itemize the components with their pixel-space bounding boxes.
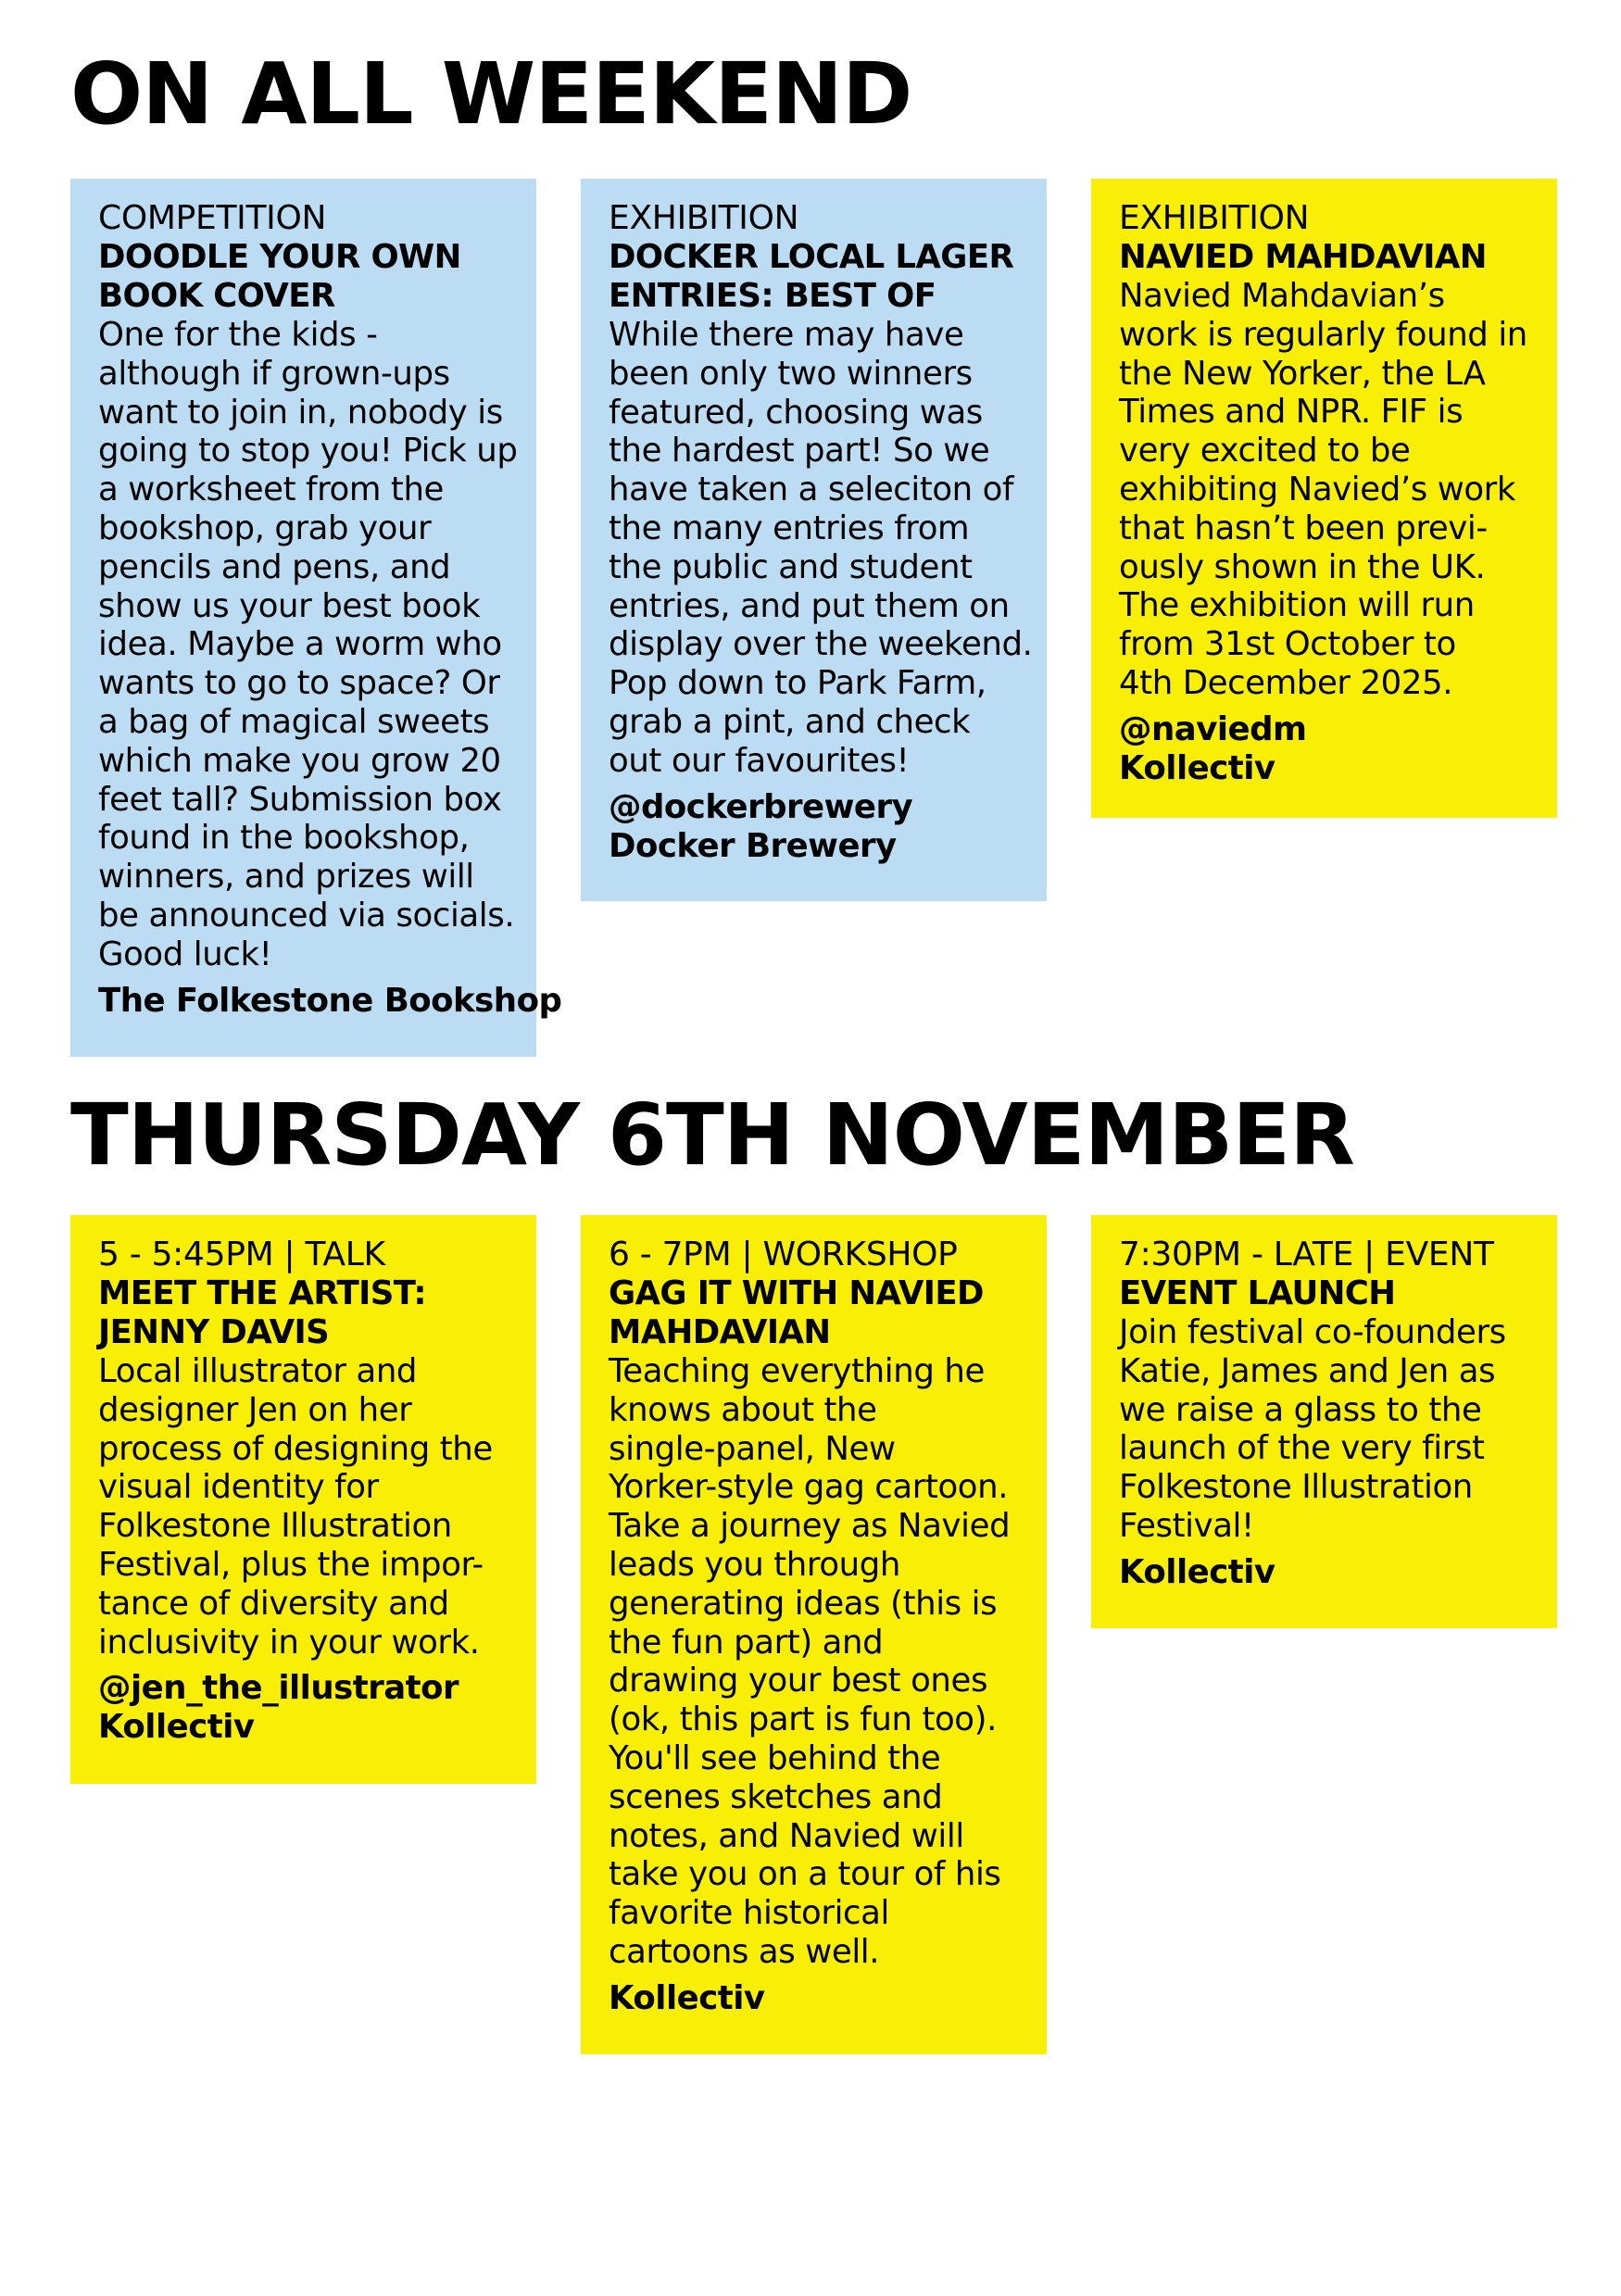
event-title-line: ENTRIES: BEST OF — [609, 277, 936, 315]
event-title-line: MAHDAVIAN — [609, 1313, 831, 1351]
description-line: Take a journey as Navied — [609, 1507, 1011, 1546]
description-line: While there may have — [609, 316, 964, 354]
event-title-line: MEET THE ARTIST: — [98, 1274, 427, 1312]
description-line: Pop down to Park Farm, — [609, 664, 986, 703]
description-line: be announced via socials. — [98, 896, 515, 935]
event-credits — [98, 981, 562, 1021]
description-line: scenes sketches and — [609, 1777, 943, 1816]
description-line: process of designing the — [98, 1429, 493, 1468]
description-line: the hardest part! So we — [609, 432, 990, 470]
event-title-line: BOOK COVER — [98, 277, 335, 315]
description-line: ously shown in the UK. — [1119, 547, 1486, 586]
description-line: found in the bookshop, — [98, 819, 470, 858]
organiser-name: Kollectiv — [98, 1708, 255, 1747]
description-line: want to join in, nobody is — [98, 393, 503, 432]
event-card-event-launch — [1091, 1215, 1557, 1628]
event-card-meet-the-artist — [70, 1215, 536, 1784]
event-time-and-type: 6 - 7PM | WORKSHOP — [609, 1236, 958, 1273]
description-line: pencils and pens, and — [98, 547, 451, 586]
event-title — [98, 238, 509, 316]
description-line: very excited to be — [1119, 432, 1411, 470]
event-title-line: DOODLE YOUR OWN — [98, 238, 461, 276]
event-title-line: EVENT LAUNCH — [1119, 1274, 1396, 1312]
description-line: from 31st October to — [1119, 625, 1456, 664]
description-line: bookshop, grab your — [98, 508, 432, 547]
description-line: which make you grow 20 — [98, 741, 501, 780]
event-description — [609, 316, 1033, 781]
description-line: favorite historical — [609, 1894, 889, 1933]
description-line: Local illustrator and — [98, 1352, 418, 1390]
description-line: featured, choosing was — [609, 393, 983, 432]
organiser-name: Kollectiv — [609, 1978, 765, 2017]
description-line: although if grown-ups — [98, 354, 450, 393]
event-title-line: NAVIED MAHDAVIAN — [1119, 238, 1487, 276]
description-line: idea. Maybe a worm who — [98, 625, 502, 664]
event-description — [1119, 277, 1529, 703]
description-line: cartoons as well. — [609, 1932, 880, 1971]
event-time-and-type: 5 - 5:45PM | TALK — [98, 1236, 385, 1273]
description-line: take you on a tour of his — [609, 1855, 1001, 1894]
description-line: the fun part) and — [609, 1623, 884, 1662]
description-line: Navied Mahdavian’s — [1119, 277, 1445, 315]
organiser-name: Kollectiv — [1119, 1552, 1275, 1591]
event-description — [98, 1352, 509, 1662]
event-credits — [1119, 710, 1529, 788]
description-line: been only two winners — [609, 354, 973, 393]
social-handle: @naviedm — [1119, 709, 1307, 748]
event-description — [1119, 1313, 1529, 1546]
event-category: COMPETITION — [98, 199, 327, 237]
description-line: Folkestone Illustration — [1119, 1468, 1473, 1507]
description-line: we raise a glass to the — [1119, 1390, 1482, 1429]
description-line: 4th December 2025. — [1119, 663, 1453, 702]
event-time-and-type: 7:30PM - LATE | EVENT — [1119, 1236, 1494, 1273]
description-line: Yorker-style gag cartoon. — [609, 1468, 1009, 1507]
event-title — [1119, 1274, 1529, 1313]
description-line: launch of the very first — [1119, 1429, 1485, 1468]
description-line: exhibiting Navied’s work — [1119, 470, 1516, 508]
description-line: the public and student — [609, 547, 973, 586]
event-description — [98, 316, 518, 974]
description-line: One for the kids - — [98, 316, 378, 354]
event-card-navied-exhibition — [1091, 179, 1557, 818]
event-card-gag-it-workshop — [581, 1215, 1047, 2054]
event-title — [1119, 238, 1529, 277]
organiser-name: Kollectiv — [1119, 748, 1275, 787]
description-line: Festival, plus the impor- — [98, 1545, 484, 1584]
event-title-line: JENNY DAVIS — [98, 1313, 330, 1351]
organiser-name: Docker Brewery — [609, 826, 897, 865]
event-credits — [609, 1979, 1019, 2018]
description-line: wants to go to space? Or — [98, 664, 500, 703]
description-line: the many entries from — [609, 508, 970, 547]
description-line: Festival! — [1119, 1506, 1254, 1545]
description-line: Folkestone Illustration — [98, 1507, 452, 1546]
description-line: display over the weekend. — [609, 625, 1033, 664]
description-line: grab a pint, and check — [609, 702, 971, 741]
event-title-line: DOCKER LOCAL LAGER — [609, 238, 1014, 276]
description-line: Good luck! — [98, 935, 272, 973]
description-line: (ok, this part is fun too). — [609, 1700, 997, 1739]
event-title — [98, 1274, 509, 1352]
description-line: knows about the — [609, 1390, 877, 1429]
section-heading-on-all-weekend: ON ALL WEEKEND — [70, 44, 912, 144]
description-line: You'll see behind the — [609, 1738, 941, 1777]
description-line: Katie, James and Jen as — [1119, 1351, 1496, 1390]
description-line: visual identity for — [98, 1468, 379, 1507]
description-line: designer Jen on her — [98, 1390, 412, 1429]
description-line: entries, and put them on — [609, 586, 1010, 625]
description-line: Teaching everything he — [609, 1352, 985, 1390]
event-card-docker-lager-exhibition — [581, 179, 1047, 901]
event-card-doodle-competition — [70, 179, 562, 1057]
social-handle: @dockerbrewery — [609, 787, 913, 826]
social-handle: @jen_the_illustrator — [98, 1669, 459, 1708]
description-line: Join festival co-founders — [1119, 1313, 1506, 1351]
event-title — [609, 1274, 1019, 1352]
event-credits — [1119, 1553, 1529, 1592]
description-line: going to stop you! Pick up — [98, 432, 518, 470]
organiser-name: The Folkestone Bookshop — [98, 981, 562, 1020]
event-credits — [98, 1669, 509, 1747]
description-line: winners, and prizes will — [98, 858, 474, 897]
description-line: Times and NPR. FIF is — [1119, 393, 1464, 432]
description-line: that hasn’t been previ- — [1119, 508, 1488, 547]
description-line: notes, and Navied will — [609, 1816, 964, 1855]
section-heading-thursday-6th-november: THURSDAY 6TH NOVEMBER — [70, 1085, 1354, 1185]
description-line: feet tall? Submission box — [98, 780, 502, 819]
description-line: tance of diversity and — [98, 1584, 449, 1623]
description-line: inclusivity in your work. — [98, 1623, 480, 1662]
event-category: EXHIBITION — [609, 199, 799, 237]
description-line: have taken a seleciton of — [609, 470, 1014, 509]
description-line: work is regularly found in — [1119, 315, 1527, 354]
description-line: drawing your best ones — [609, 1662, 988, 1700]
description-line: show us your best book — [98, 586, 481, 625]
description-line: a worksheet from the — [98, 470, 444, 509]
event-title-line: GAG IT WITH NAVIED — [609, 1274, 984, 1312]
description-line: single-panel, New — [609, 1429, 896, 1468]
description-line: leads you through — [609, 1545, 900, 1584]
description-line: The exhibition will run — [1119, 586, 1475, 625]
description-line: generating ideas (this is — [609, 1584, 998, 1623]
event-description — [609, 1352, 1019, 1972]
event-title — [609, 238, 1019, 316]
event-category: EXHIBITION — [1119, 199, 1310, 237]
description-line: the New Yorker, the LA — [1119, 354, 1486, 393]
description-line: out our favourites! — [609, 741, 910, 780]
description-line: a bag of magical sweets — [98, 702, 490, 741]
event-credits — [609, 788, 1019, 866]
